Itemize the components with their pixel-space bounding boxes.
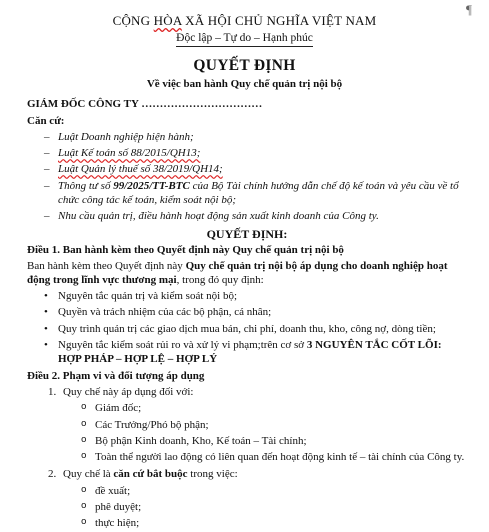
sub-list-item: o Bộ phận Kinh doanh, Kho, Kế toán – Tài chính; <box>81 434 467 448</box>
basis-label: Căn cứ: <box>27 114 65 127</box>
sub-list <box>63 484 467 531</box>
basis-item-text: Luật Quản lý thuế số 38/2019/QH14; <box>58 163 223 176</box>
basis-item-text: Luật Kế toán số 88/2015/QH13; <box>58 147 201 160</box>
article-1-list <box>27 289 467 366</box>
article-1-intro-text: , trong đó quy định: <box>176 273 264 286</box>
national-title-part1: CỘNG <box>112 13 154 28</box>
sub-list-item: o thực hiện; <box>81 516 467 530</box>
list-item: • Nguyên tắc quản trị và kiểm soát nội bộ; <box>44 289 467 303</box>
sub-list-item: o Giám đốc; <box>81 401 467 415</box>
sub-list-item: o phê duyệt; <box>81 500 467 514</box>
list-item-text: Nguyên tắc kiểm soát rủi ro và xử lý vi phạm;trên cơ sở <box>58 339 307 352</box>
article-1-title: Điều 1. Ban hành kèm theo Quyết định này Quy chế quản trị nội bộ <box>27 244 344 257</box>
paragraph-mark-icon: ¶ <box>466 2 472 17</box>
basis-list <box>27 130 467 224</box>
document-subtitle: Về việc ban hành Quy chế quản trị nội bộ <box>146 77 343 90</box>
basis-item-text: Thông tư số <box>58 179 114 192</box>
list-item-text: Quy chế là <box>63 468 114 481</box>
list-item-text: Quy chế này áp dụng đối với: <box>63 385 194 398</box>
director-line: GIÁM ĐỐC CÔNG TY …………………………… <box>27 98 263 111</box>
article-1-intro <box>27 259 467 288</box>
national-title <box>0 13 489 30</box>
basis-item: – Luật Doanh nghiệp hiện hành; <box>44 130 467 144</box>
basis-item <box>44 179 467 208</box>
document-header <box>0 0 489 47</box>
national-title-part2: XÃ HỘI CHỦ NGHĨA VIỆT NAM <box>181 13 377 28</box>
list-item <box>59 467 467 530</box>
list-item-bold: căn cứ bắt buộc <box>113 468 188 481</box>
article-2-title: Điều 2. Phạm vi và đối tượng áp dụng <box>27 369 205 382</box>
spellcheck-word: HÒA <box>153 13 182 28</box>
list-item <box>59 385 467 464</box>
basis-item <box>44 146 467 160</box>
document-title: QUYẾT ĐỊNH <box>193 56 296 74</box>
list-item: • Quyền và trách nhiệm của các bộ phận, cá nhân; <box>44 305 467 319</box>
decision-heading: QUYẾT ĐỊNH: <box>206 226 288 241</box>
list-item-bold: 3 NGUYÊN TẮC CỐT LÕI: HỢP PHÁP – HỢP LỆ – HỢP LÝ <box>58 339 442 366</box>
list-item: • Quy trình quản trị các giao dịch mua bán, chi phí, doanh thu, kho, công nợ, dòng tiền; <box>44 322 467 336</box>
article-1-intro-text: Ban hành kèm theo Quyết định này <box>27 259 186 272</box>
basis-item: – Nhu cầu quản trị, điều hành hoạt động sản xuất kinh doanh của Công ty. <box>44 209 467 223</box>
sub-list-item: o Các Trưởng/Phó bộ phận; <box>81 418 467 432</box>
basis-item <box>44 162 467 176</box>
sub-list-item: o đề xuất; <box>81 484 467 498</box>
national-motto: Độc lập – Tự do – Hạnh phúc <box>176 31 313 47</box>
document-body <box>0 97 489 530</box>
sub-list <box>63 401 467 464</box>
article-1-intro-bold: Quy chế quản trị nội bộ áp dụng cho doanh nghiệp hoạt động trong lĩnh vực thương mại <box>27 259 448 286</box>
basis-item-text: của Bộ Tài chính hướng dẫn chế độ kế toán và yêu cầu về tổ chức công tác kế toán, kiểm soát nội bộ; <box>58 179 459 207</box>
basis-item-bold: 99/2025/TT-BTC <box>113 179 190 192</box>
article-2-list <box>27 385 467 531</box>
list-item-text: trong việc: <box>187 468 238 481</box>
sub-list-item: o Toàn thể người lao động có liên quan đến hoạt động kinh tế – tài chính của Công ty. <box>81 450 467 464</box>
list-item <box>44 338 467 367</box>
